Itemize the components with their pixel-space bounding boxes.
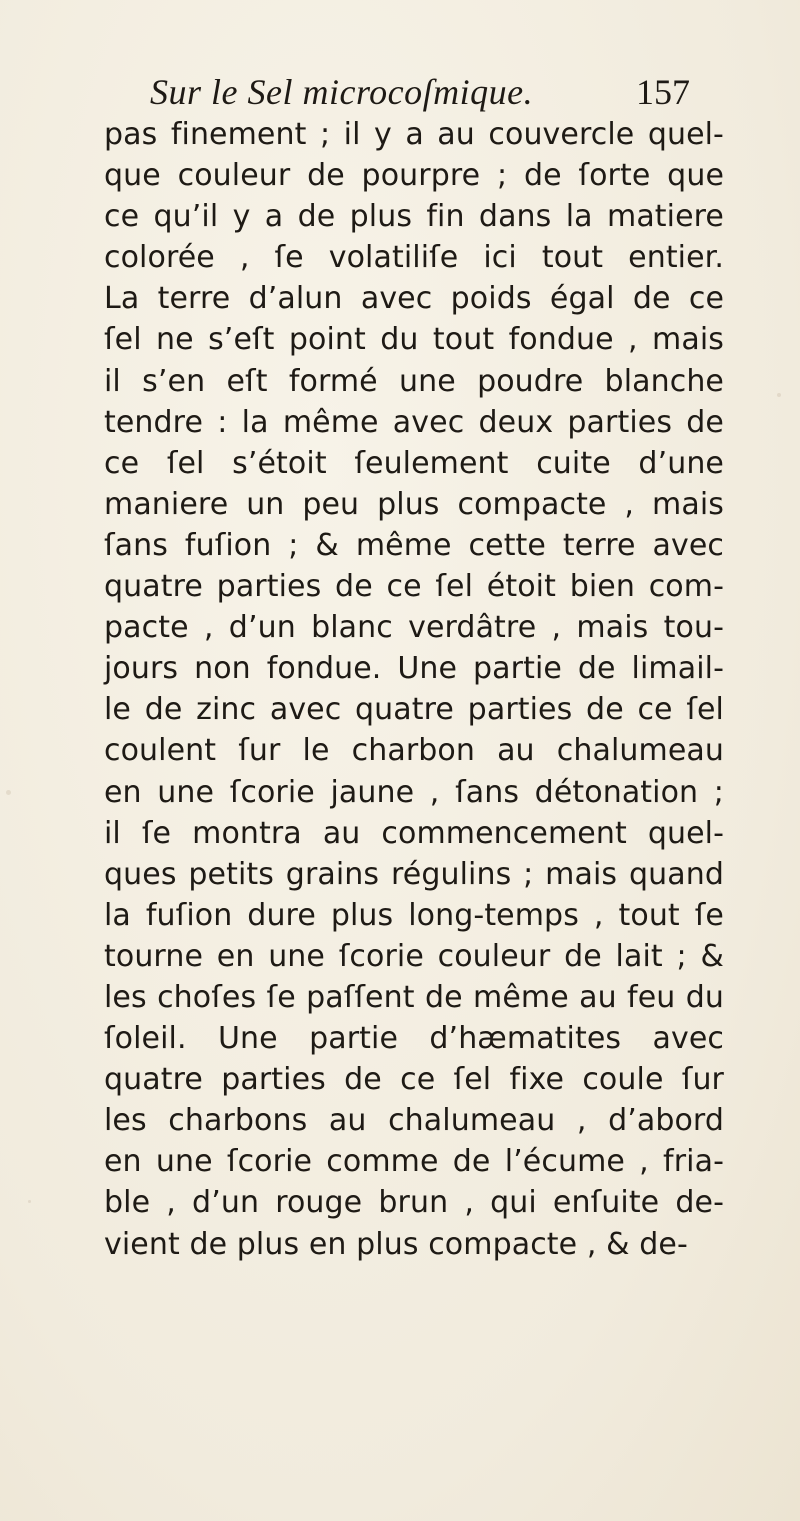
text-line: la fuſion dure plus long-temps , tout ſe <box>104 897 724 933</box>
text-line: en une ſcorie comme de l’écume , fria- <box>104 1144 724 1180</box>
text-line: que couleur de pourpre ; de ſorte que <box>104 158 724 194</box>
body-text <box>104 114 724 1265</box>
text-line: ble , d’un rouge brun , qui enſuite de- <box>104 1185 724 1221</box>
text-line: La terre d’alun avec poids égal de ce <box>104 281 724 317</box>
paper-foxing-spot <box>777 393 781 397</box>
text-line: quatre parties de ce ſel fixe coule ſur <box>104 1062 724 1098</box>
text-line: pacte , d’un blanc verdâtre , mais tou- <box>104 610 724 646</box>
running-head <box>0 70 800 114</box>
text-line: jours non fondue. Une partie de limail- <box>104 651 724 687</box>
page-number: 157 <box>636 72 690 112</box>
text-line: vient de plus en plus compacte , & de- <box>104 1226 688 1262</box>
text-line: ſans fuſion ; & même cette terre avec <box>104 527 724 563</box>
text-line: ce ſel s’étoit ſeulement cuite d’une <box>104 445 724 481</box>
text-line: pas finement ; il y a au couvercle quel- <box>104 117 724 152</box>
text-line: quatre parties de ce ſel étoit bien com- <box>104 569 724 605</box>
text-line: en une ſcorie jaune , ſans détonation ; <box>104 774 724 810</box>
text-line: tourne en une ſcorie couleur de lait ; & <box>104 938 724 974</box>
text-line: tendre : la même avec deux parties de <box>104 404 724 440</box>
text-line: coulent ſur le charbon au chalumeau <box>104 733 724 769</box>
text-line: ſoleil. Une partie d’hæmatites avec <box>104 1021 724 1057</box>
text-line: les charbons au chalumeau , d’abord <box>104 1103 724 1139</box>
text-line: maniere un peu plus compacte , mais <box>104 486 724 522</box>
paper-foxing-spot <box>28 1200 31 1203</box>
text-line: le de zinc avec quatre parties de ce ſel <box>104 692 724 728</box>
text-line: colorée , ſe volatiliſe ici tout entier. <box>104 240 724 276</box>
running-title: Sur le Sel microcoſmique. <box>150 72 534 112</box>
text-line: il s’en eſt formé une poudre blanche <box>104 363 724 399</box>
text-line: il ſe montra au commencement quel- <box>104 815 724 851</box>
text-line: ce qu’il y a de plus fin dans la matiere <box>104 199 724 235</box>
text-line: ſel ne s’eſt point du tout fondue , mais <box>104 322 724 358</box>
text-line: les choſes ſe paſſent de même au feu du <box>104 979 724 1015</box>
text-line: ques petits grains régulins ; mais quand <box>104 856 724 892</box>
paper-foxing-spot <box>6 790 11 795</box>
